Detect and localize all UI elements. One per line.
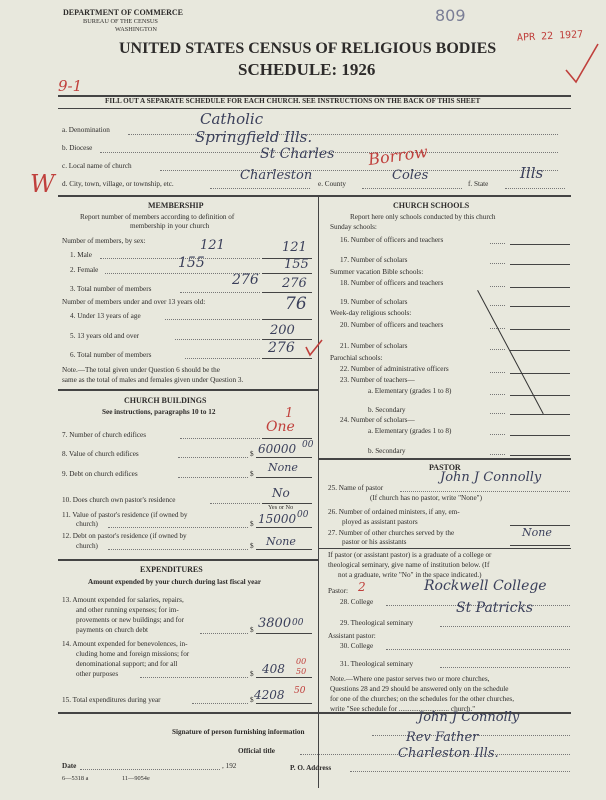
schools-rule [318, 458, 571, 460]
form-title: UNITED STATES CENSUS OF RELIGIOUS BODIES [119, 40, 497, 57]
red-w-mark: W [30, 170, 55, 198]
identity-rule [58, 195, 571, 197]
q25-hint: (If church has no pastor, write "None") [370, 494, 482, 502]
title-label: Official title [238, 747, 275, 755]
q7-value: One [266, 419, 295, 435]
weekday-head: Week-day religious schools: [330, 309, 412, 317]
schools-title: CHURCH SCHOOLS [393, 201, 470, 210]
q8-cents: 00 [302, 440, 314, 450]
sunday-head: Sunday schools: [330, 223, 377, 231]
q6-label: 6. Total number of members [70, 351, 152, 359]
q24a-dots [490, 434, 505, 435]
title-value: Rev Father [406, 730, 479, 745]
q11-dollar-sign: $ [250, 520, 254, 528]
q23a-label: a. Elementary (grades 1 to 8) [368, 387, 452, 395]
q6-box-line [262, 358, 312, 359]
q2-value2: 155 [284, 257, 309, 272]
q20-label: 20. Number of officers and teachers [340, 321, 444, 329]
q11-cents: 00 [297, 510, 309, 520]
q18-dots [490, 286, 505, 287]
q31-dots [440, 667, 570, 668]
state-value: Ills [520, 164, 544, 182]
received-stamp: APR 22 1927 [516, 29, 584, 44]
parochial-head: Parochial schools: [330, 354, 383, 362]
q13-line3: provements or new buildings; and for [76, 616, 184, 624]
q11-label2: church) [76, 520, 98, 528]
instruction-line: FILL OUT A SEPARATE SCHEDULE FOR EACH CHURCH. SEE INSTRUCTIONS ON THE BACK OF THIS SHEET [105, 97, 481, 105]
q4-dots [165, 319, 260, 320]
asst-label: Assistant pastor: [328, 632, 376, 640]
expenditures-title: EXPENDITURES [140, 565, 203, 574]
q10-dots [210, 503, 260, 504]
check-q6 [306, 340, 322, 355]
q5-label: 5. 13 years old and over [70, 332, 140, 340]
q10-label: 10. Does church own pastor's residence [62, 496, 176, 504]
q7-label: 7. Number of church edifices [62, 431, 147, 439]
q16-dots [490, 243, 505, 244]
q12-dots [108, 549, 248, 550]
pastor-note1: Note.—Where one pastor serves two or more churches, [330, 675, 490, 683]
q6-value: 276 [268, 340, 295, 356]
q13-line4: payments on church debt [76, 626, 149, 634]
q28-value: Rockwell College [424, 578, 547, 594]
q14-cents-above: 00 [296, 657, 307, 666]
schools-sub: Report here only schools conducted by this church [350, 213, 496, 221]
q1-value: 121 [200, 238, 225, 253]
q15-dots [192, 703, 248, 704]
membership-rule [58, 389, 318, 391]
q8-dots [178, 457, 248, 458]
q14-dots [140, 677, 248, 678]
q11-box-line [256, 527, 312, 528]
pastor-note3: for one of the churches; on the schedules for the other churches, [330, 695, 515, 703]
q2-box-line [262, 273, 312, 274]
q14-line4: other purposes [76, 670, 119, 678]
q31-label: 31. Theological seminary [340, 660, 414, 668]
q8-box-line [256, 457, 312, 458]
q4-label: 4. Under 13 years of age [70, 312, 141, 320]
grad-line2: theological seminary, give name of institution below. (If [328, 561, 490, 569]
q7-box-line [262, 438, 312, 439]
q30-label: 30. College [340, 642, 374, 650]
grad-line3: not a graduate, write "No" in the space indicated.) [338, 571, 482, 579]
red-code: 9-1 [58, 77, 83, 95]
q3-label: 3. Total number of members [70, 285, 152, 293]
form-number: 809 [435, 6, 466, 25]
diocese-value: Springfield Ills. [195, 128, 313, 146]
q19-label: 19. Number of scholars [340, 298, 408, 306]
members-by-sex: Number of members, by sex: [62, 237, 146, 245]
date-year: , 192 [222, 762, 237, 770]
q21-label: 21. Number of scholars [340, 342, 408, 350]
q1-label: 1. Male [70, 251, 92, 259]
county-dots [362, 188, 462, 189]
membership-note1: Note.—The total given under Question 6 should be the [62, 366, 220, 374]
membership-intro2: membership in your church [130, 222, 210, 230]
q23b-dots [490, 413, 505, 414]
q3-value: 276 [232, 272, 259, 288]
q9-label: 9. Debt on church edifices [62, 470, 138, 478]
q1-value2: 121 [282, 240, 307, 255]
q8-dollar-sign: $ [250, 450, 254, 458]
header-rule-bottom [58, 108, 571, 109]
q27-line1: 27. Number of other churches served by the [328, 529, 455, 537]
q6-dots [185, 358, 260, 359]
buildings-title: CHURCH BUILDINGS [124, 396, 207, 405]
membership-intro1: Report number of members according to definition of [80, 213, 235, 221]
age-head: Number of members under and over 13 years old: [62, 298, 206, 306]
q26-line2: ployed as assistant pastors [342, 518, 418, 526]
q11-value: 15000 [258, 512, 297, 526]
diocese-label: b. Diocese [62, 144, 93, 152]
q18-label: 18. Number of officers and teachers [340, 279, 444, 287]
q5-value: 200 [270, 323, 295, 338]
q28-label: 28. College [340, 598, 374, 606]
pastor-label: Pastor: [328, 587, 348, 595]
expenditures-sub: Amount expended by your church during last fiscal year [88, 578, 262, 586]
local-name-red-note: Borrow [366, 141, 430, 170]
q7-dots [180, 438, 260, 439]
q2-label: 2. Female [70, 266, 99, 274]
q15-box-line [256, 703, 312, 704]
q13-dots [200, 633, 248, 634]
q4-value: 76 [285, 294, 307, 314]
q11-dots [108, 527, 248, 528]
q25-label: 25. Name of pastor [328, 484, 384, 492]
q22-box-line [510, 373, 570, 374]
address-label: P. O. Address [290, 764, 332, 772]
state-label: f. State [468, 180, 489, 188]
q10-value: No [272, 486, 290, 500]
q17-box-line [510, 264, 570, 265]
q8-value: 60000 [258, 442, 297, 456]
q24a-label: a. Elementary (grades 1 to 8) [368, 427, 452, 435]
q25-value: John J Connolly [440, 470, 542, 485]
signature-value: John J Connolly [418, 710, 520, 725]
q10-hint: Yes or No [268, 504, 294, 511]
q14-box-line [256, 677, 312, 678]
q3-dots [180, 292, 260, 293]
q12-label2: church) [76, 542, 98, 550]
q21-box-line [510, 350, 570, 351]
q13-cents: 00 [292, 618, 304, 628]
pastor-note4: write "See schedule for ............................ church." [330, 705, 476, 713]
q24a-box-line [510, 435, 570, 436]
buildings-sub: See instructions, paragraphs 10 to 12 [102, 408, 216, 416]
q23a-box-line [510, 395, 570, 396]
q8-label: 8. Value of church edifices [62, 450, 139, 458]
date-dots [80, 769, 220, 770]
q17-label: 17. Number of scholars [340, 256, 408, 264]
q12-label1: 12. Debt on pastor's residence (if owned by [62, 532, 187, 540]
buildings-rule [58, 559, 318, 561]
state-dots [505, 188, 565, 189]
q10-box-line [262, 503, 312, 504]
q15-label: 15. Total expenditures during year [62, 696, 161, 704]
city-label-field: d. City, town, village, or township, etc. [62, 180, 174, 188]
q14-line2: cluding home and foreign missions; for [76, 650, 190, 658]
county-value: Coles [392, 168, 429, 183]
q19-box-line [510, 306, 570, 307]
address-value: Charleston Ills. [398, 746, 499, 761]
local-name-label: c. Local name of church [62, 162, 132, 170]
schedule-title: SCHEDULE: 1926 [238, 60, 376, 79]
city-value: Charleston [240, 168, 313, 183]
date-label: Date [62, 762, 77, 770]
q2-value: 155 [178, 255, 205, 271]
q9-value: None [268, 461, 298, 474]
q13-line2: and other running expenses; for im- [76, 606, 179, 614]
pastor-note2: Questions 28 and 29 should be answered only on the schedule [330, 685, 509, 693]
q14-line3: denominational support; and for all [76, 660, 178, 668]
q27-box-line [510, 545, 570, 546]
pastor-title: PASTOR [429, 463, 461, 472]
local-name-value: St Charles [260, 146, 335, 162]
summer-head: Summer vacation Bible schools: [330, 268, 424, 276]
q13-value: 3800 [258, 616, 292, 631]
q4-box-line [262, 319, 312, 320]
q23b-label: b. Secondary [368, 406, 406, 414]
local-name-dots [160, 170, 558, 171]
form-code2: 11—9054e [122, 775, 150, 782]
pastor-red-mark: 2 [358, 580, 366, 594]
q17-dots [490, 263, 505, 264]
q29-dots [440, 626, 570, 627]
q29-value: St Patricks [456, 600, 534, 616]
dept-label: DEPARTMENT OF COMMERCE [63, 8, 184, 17]
grad-line1: If pastor (or assistant pastor) is a graduate of a college or [328, 551, 492, 559]
q9-dots [178, 477, 248, 478]
q12-value: None [266, 535, 296, 548]
q26-line1: 26. Number of ordained ministers, if any, em- [328, 508, 460, 516]
signature-label: Signature of person furnishing information [172, 728, 305, 736]
q11-label1: 11. Value of pastor's residence (if owned by [62, 511, 188, 519]
q9-box-line [256, 477, 312, 478]
q12-dollar-sign: $ [250, 542, 254, 550]
q24b-dots [490, 454, 505, 455]
q5-dots [175, 339, 260, 340]
q14-line1: 14. Amount expended for benevolences, in- [62, 640, 188, 648]
q14-cents: 50 [296, 667, 307, 676]
bureau-label: BUREAU OF THE CENSUS [83, 18, 158, 25]
q29-label: 29. Theological seminary [340, 619, 414, 627]
q22-dots [490, 372, 505, 373]
q16-label: 16. Number of officers and teachers [340, 236, 444, 244]
q3-value2: 276 [282, 276, 307, 291]
column-divider [318, 196, 319, 788]
q20-box-line [510, 329, 570, 330]
q23b-box-line [510, 414, 570, 415]
q15-dollar-sign: $ [250, 696, 254, 704]
q25-dots [400, 491, 570, 492]
q30-dots [386, 649, 570, 650]
q24-label: 24. Number of scholars— [340, 416, 415, 424]
q15-value: 4208 [254, 688, 285, 702]
q14-value: 408 [262, 662, 285, 676]
q22-label: 22. Number of administrative officers [340, 365, 449, 373]
q14-dollar-sign: $ [250, 670, 254, 678]
q27-value: None [522, 526, 552, 539]
q9-dollar-sign: $ [250, 470, 254, 478]
membership-title: MEMBERSHIP [148, 201, 204, 210]
denomination-value: Catholic [200, 110, 264, 128]
form-code1: 6—5318 a [62, 775, 89, 782]
q16-box-line [510, 244, 570, 245]
q7-above: 1 [285, 406, 294, 421]
q12-box-line [256, 549, 312, 550]
q24b-label: b. Secondary [368, 447, 406, 455]
q27-line2: pastor or his assistants [342, 538, 407, 546]
q13-box-line [256, 633, 312, 634]
county-label: e. County [318, 180, 346, 188]
q19-dots [490, 305, 505, 306]
address-dots [350, 771, 570, 772]
check-top-right [566, 44, 598, 82]
q23a-dots [490, 394, 505, 395]
membership-note2: same as the total of males and females given under Question 3. [62, 376, 244, 384]
denomination-label: a. Denomination [62, 126, 110, 134]
q23-label: 23. Number of teachers— [340, 376, 415, 384]
city-dots [210, 188, 310, 189]
q13-dollar-sign: $ [250, 626, 254, 634]
q24b-box-line [510, 455, 570, 456]
denomination-dots [128, 134, 558, 135]
q21-dots [490, 349, 505, 350]
pastor-rule [318, 548, 571, 549]
q15-cents: 50 [294, 686, 306, 696]
q3-box-line [262, 292, 312, 293]
city-label: WASHINGTON [115, 26, 157, 33]
q18-box-line [510, 287, 570, 288]
q13-line1: 13. Amount expended for salaries, repairs, [62, 596, 184, 604]
